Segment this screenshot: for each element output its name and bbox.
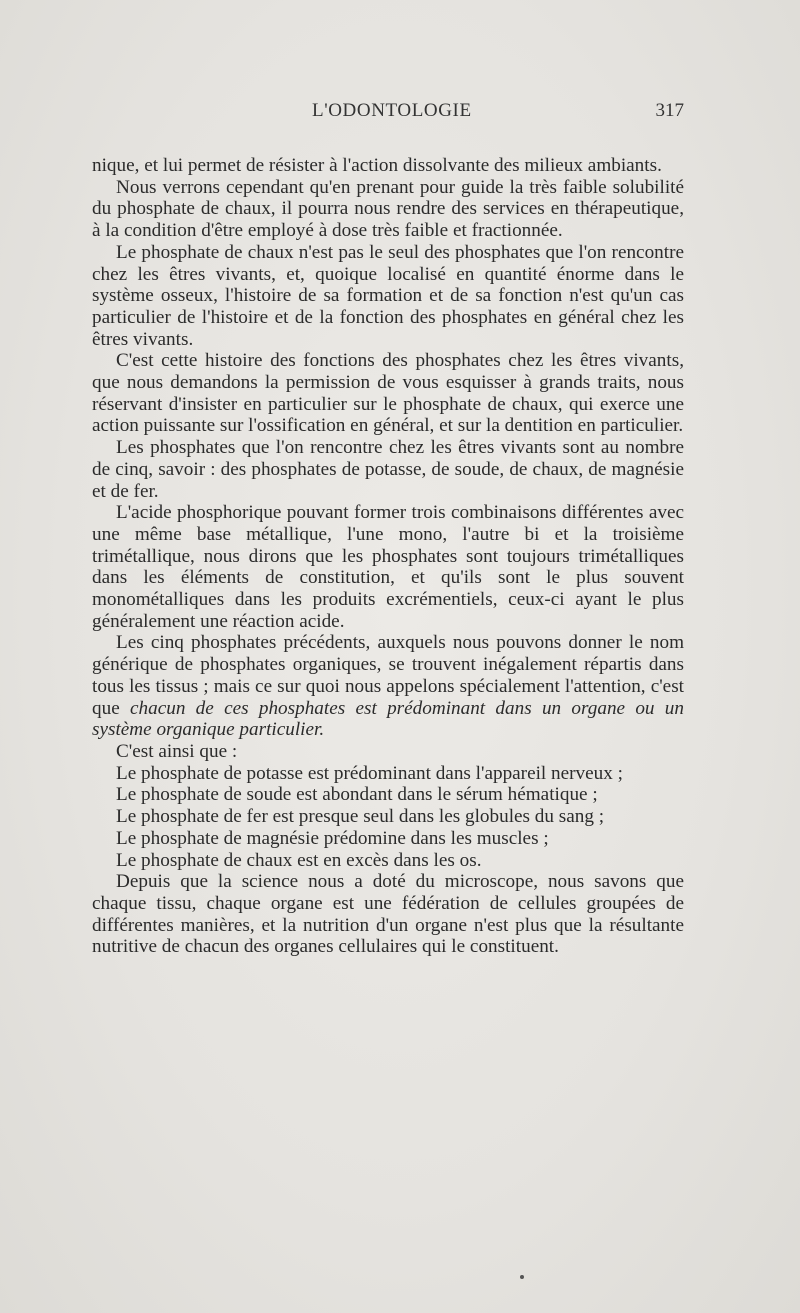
paragraph-with-emphasis bbox=[92, 632, 684, 741]
paragraph: Les phosphates que l'on rencontre chez les êtres vivants sont au nombre de cinq, savoir : des phosphates de potasse, de soude, de chaux, de magnésie et de fer. bbox=[92, 437, 684, 502]
list-line: Le phosphate de magnésie prédomine dans les muscles ; bbox=[116, 827, 549, 849]
running-head: L'ODONTOLOGIE bbox=[312, 100, 472, 121]
paragraph: Nous verrons cependant qu'en prenant pour guide la très faible solubilité du phosphate de chaux, il pourra nous rendre des services en thérapeutique, à la condition d'être employé à dose très faible et fractionnée. bbox=[92, 176, 684, 242]
list-line: Le phosphate de fer est presque seul dans les globules du sang ; bbox=[116, 806, 605, 828]
paragraph: L'acide phosphorique pouvant former trois combinaisons différentes avec une même base métallique, l'une mono, l'autre bi et la troisième trimétallique, nous dirons que les phosphates sont toujours trimétalliques dans les éléments de constitution, et qu'ils sont le plus souvent monométalliques dans les produits excrémentiels, ceux-ci ayant le plus généralement une réaction acide. bbox=[92, 502, 684, 632]
paragraph-text: Les cinq phosphates précédents, auxquels nous pouvons donner le nom générique de phosphates organiques, se trouvent inégalement répartis dans tous les tissus ; mais ce sur quoi nous appelons spécialement l'attention, c'est que bbox=[92, 632, 684, 719]
paragraph: Depuis que la science nous a doté du microscope, nous savons que chaque tissu, chaque organe est une fédération de cellules groupées de différentes manières, et la nutrition d'un organe n'est plus que la résultante nutritive de chacun des organes cellulaires qui le constituent. bbox=[92, 871, 684, 958]
list-line: Le phosphate de soude est abondant dans le sérum hématique ; bbox=[116, 784, 598, 806]
paragraph: C'est ainsi que : bbox=[116, 740, 238, 762]
ink-speck bbox=[520, 1275, 524, 1279]
paragraph: C'est cette histoire des fonctions des phosphates chez les êtres vivants, que nous demandons la permission de vous esquisser à grands traits, nous réservant d'insister en particulier sur le phosphate de chaux, qui exerce une action puissante sur l'ossification en général, et sur la dentition en particulier. bbox=[92, 350, 684, 437]
emphasized-text: chacun de ces phosphates est prédominant dans un organe ou un système organique particulier. bbox=[92, 697, 684, 741]
page-header bbox=[0, 100, 800, 130]
paragraph: Le phosphate de chaux n'est pas le seul des phosphates que l'on rencontre chez les êtres vivants, et, quoique localisé en quantité énorme dans le système osseux, l'histoire de sa formation et de sa fonction n'est qu'un cas particulier de l'histoire et de la fonction des phosphates en général chez les êtres vivants. bbox=[92, 241, 684, 350]
list-line: Le phosphate de potasse est prédominant dans l'appareil nerveux ; bbox=[116, 762, 623, 784]
paragraph-continuation: nique, et lui permet de résister à l'action dissolvante des milieux ambiants. bbox=[92, 155, 662, 176]
body-text bbox=[92, 155, 684, 958]
page-number: 317 bbox=[655, 100, 684, 121]
list-line: Le phosphate de chaux est en excès dans les os. bbox=[116, 849, 482, 871]
